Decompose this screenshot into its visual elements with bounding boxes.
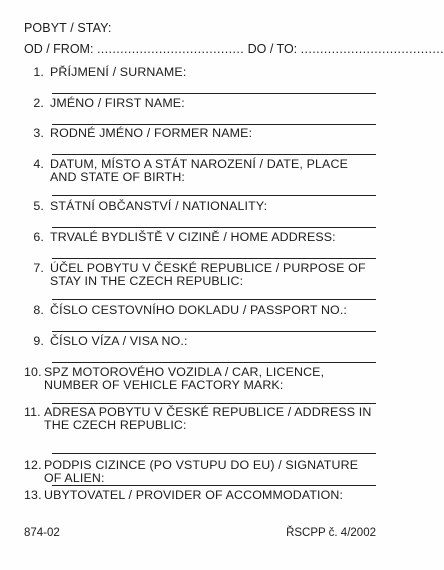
field-purpose — [30, 262, 376, 288]
field-label: ČÍSLO CESTOVNÍHO DOKLADU / PASSPORT NO.: — [50, 303, 348, 317]
field-label: JMÉNO / FIRST NAME: — [50, 96, 185, 110]
purpose-entry-line[interactable] — [52, 299, 376, 300]
from-field[interactable]: ...................................... — [96, 42, 245, 56]
field-first-name — [30, 97, 376, 110]
field-label: PŘÍJMENÍ / SURNAME: — [50, 65, 187, 79]
field-label: DATUM, MÍSTO A STÁT NAROZENÍ / DATE, PLACE AND STATE OF BIRTH: — [50, 157, 348, 184]
field-former-name — [30, 127, 376, 140]
field-label: TRVALÉ BYDLIŠTĚ V CIZINĚ / HOME ADDRESS: — [50, 230, 336, 244]
field-number: 4. — [33, 157, 44, 171]
field-label: SPZ MOTOROVÉHO VOZIDLA / CAR, LICENCE, NUMBER OF VEHICLE FACTORY MARK: — [44, 365, 325, 392]
field-nationality — [30, 200, 376, 213]
nationality-entry-line[interactable] — [52, 227, 376, 228]
field-label: UBYTOVATEL / PROVIDER OF ACCOMMODATION: — [44, 488, 344, 502]
former-name-entry-line[interactable] — [52, 154, 376, 155]
publisher-code: ŘSCPP č. 4/2002 — [286, 527, 376, 539]
from-label: OD / FROM: — [24, 42, 94, 56]
to-field[interactable]: ..................................... — [300, 42, 444, 56]
field-label: ČÍSLO VÍZA / VISA NO.: — [50, 334, 188, 348]
home-address-entry-line[interactable] — [52, 258, 376, 259]
field-home-address — [30, 231, 376, 244]
field-number: 2. — [33, 96, 44, 110]
signature-entry-line[interactable] — [52, 485, 376, 486]
field-number: 1. — [33, 65, 44, 79]
field-surname — [30, 66, 376, 79]
field-passport — [30, 304, 376, 317]
field-label: RODNÉ JMÉNO / FORMER NAME: — [50, 126, 253, 140]
field-number: 7. — [33, 261, 44, 275]
first-name-entry-line[interactable] — [52, 124, 376, 125]
form-code: 874-02 — [24, 527, 60, 539]
field-address-cz — [24, 405, 376, 432]
surname-entry-line[interactable] — [52, 93, 376, 94]
field-label: STÁTNÍ OBČANSTVÍ / NATIONALITY: — [50, 199, 268, 213]
field-provider — [24, 488, 376, 502]
field-vehicle — [24, 365, 376, 392]
field-number: 10. — [24, 365, 42, 379]
field-label: ÚČEL POBYTU V ČESKÉ REPUBLICE / PURPOSE OF STAY IN THE CZECH REPUBLIC: — [50, 261, 366, 288]
field-label: ADRESA POBYTU V ČESKÉ REPUBLICE / ADDRESS IN THE CZECH REPUBLIC: — [44, 405, 372, 432]
vehicle-entry-line[interactable] — [52, 403, 376, 404]
field-number: 9. — [33, 334, 44, 348]
visa-entry-line[interactable] — [52, 362, 376, 363]
address-cz-entry-line[interactable] — [52, 453, 376, 454]
stay-title: POBYT / STAY: — [24, 21, 112, 35]
field-label: PODPIS CIZINCE (PO VSTUPU DO EU) / SIGNATURE OF ALIEN: — [44, 458, 359, 485]
field-number: 13. — [24, 488, 42, 502]
field-number: 6. — [33, 230, 44, 244]
birth-entry-line[interactable] — [52, 195, 376, 196]
field-number: 8. — [33, 303, 44, 317]
field-number: 3. — [33, 126, 44, 140]
stay-period-row — [24, 42, 444, 56]
field-number: 11. — [24, 405, 41, 419]
field-visa — [30, 335, 376, 348]
field-number: 5. — [33, 199, 44, 213]
to-label: DO / TO: — [247, 42, 298, 56]
field-birth — [30, 158, 376, 184]
field-number: 12. — [24, 458, 42, 472]
field-signature — [24, 458, 376, 485]
passport-entry-line[interactable] — [52, 331, 376, 332]
